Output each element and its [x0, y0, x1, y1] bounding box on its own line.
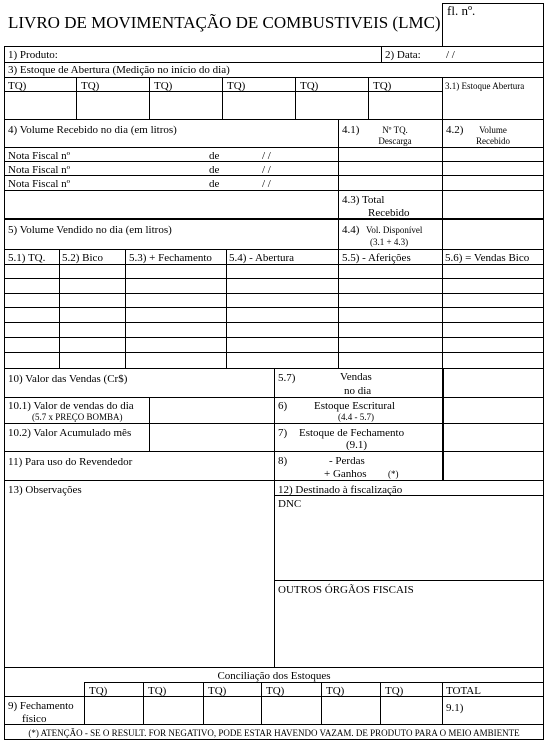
nota-fiscal-slashes: / / [262, 164, 271, 176]
c6-num: 6) [278, 400, 288, 412]
c57-l1: Vendas [340, 371, 372, 383]
c7-l2: (9.1) [346, 439, 368, 451]
perdas-ganhos-value[interactable] [442, 451, 544, 481]
fechamento-l2: físico [22, 713, 47, 725]
estoque-escritural-value[interactable] [442, 397, 544, 424]
volume-recebido-title: 4) Volume Recebido no dia (em litros) [8, 124, 177, 136]
data-label: 2) Data: [385, 49, 421, 61]
tq-label: TQ) [227, 80, 246, 92]
nota-fiscal-de: de [209, 178, 220, 190]
uso-revendedor-label: 11) Para uso do Revendedor [8, 456, 133, 468]
conc-tq: TQ) [326, 685, 345, 697]
c44-l2: (3.1 + 4.3) [370, 237, 409, 247]
sales-header-tq: 5.1) TQ. [8, 252, 46, 264]
c7-num: 7) [278, 427, 288, 439]
conc-tq: TQ) [208, 685, 227, 697]
c57-num: 5.7) [278, 372, 296, 384]
fechamento-l1: 9) Fechamento [8, 700, 74, 712]
conc-tq: TQ) [89, 685, 108, 697]
outros-label: OUTROS ÓRGÃOS FISCAIS [278, 584, 414, 596]
nota-fiscal-slashes: / / [262, 150, 271, 162]
c43-l1: 4.3) Total [342, 194, 385, 206]
c41-l2: Descarga [378, 136, 412, 146]
tq-label: TQ) [300, 80, 319, 92]
conc-tq: TQ) [385, 685, 404, 697]
tq-label: TQ) [81, 80, 100, 92]
conc-total: TOTAL [446, 685, 481, 697]
nota-fiscal-row[interactable] [4, 147, 544, 162]
nota-fiscal-de: de [209, 150, 220, 162]
nota-fiscal-label: Nota Fiscal nº [8, 164, 71, 176]
c8-l1: - Perdas [329, 455, 365, 467]
conc-91: 9.1) [446, 702, 464, 714]
conc-tq: TQ) [148, 685, 167, 697]
sheet-number-label: fl. nº. [447, 3, 476, 18]
c42-l2: Recebido [476, 136, 510, 146]
valor-dia-label: 10.1) Valor de vendas do dia [8, 400, 134, 412]
sales-row[interactable] [4, 352, 544, 369]
vendas-dia-value[interactable] [442, 368, 544, 398]
page-title: LIVRO DE MOVIMENTAÇÃO DE COMBUSTIVEIS (LMC) [8, 13, 441, 32]
nota-fiscal-label: Nota Fiscal nº [8, 150, 71, 162]
sales-header-bico: 5.2) Bico [62, 252, 103, 264]
nota-fiscal-row[interactable] [4, 161, 544, 176]
valor-dia-sub: (5.7 x PREÇO BOMBA) [32, 412, 123, 422]
valor-vendas-label: 10) Valor das Vendas (Cr$) [8, 373, 128, 385]
dnc-label: DNC [278, 498, 302, 510]
c44-l1: Vol. Disponível [366, 225, 423, 235]
c41-num: 4.1) [342, 124, 360, 136]
c8-mark: (*) [388, 469, 399, 479]
tq-label: TQ) [8, 80, 27, 92]
dnc-box[interactable] [274, 495, 544, 581]
sales-header-fechamento: 5.3) + Fechamento [129, 252, 212, 264]
produto-field[interactable] [4, 46, 382, 63]
footer-note: (*) ATENÇÃO - SE O RESULT. FOR NEGATIVO, PODE ESTAR HAVENDO VAZAM. DE PRODUTO PARA O MEIO AMBIENTE [28, 728, 520, 738]
sales-row[interactable] [4, 322, 544, 338]
conc-tq: TQ) [266, 685, 285, 697]
c6-l2: (4.4 - 5.7) [338, 412, 374, 422]
vol-disponivel-cell[interactable] [442, 219, 544, 250]
observacoes-box[interactable] [4, 480, 275, 668]
c57-l2: no dia [344, 385, 372, 397]
nota-fiscal-label: Nota Fiscal nº [8, 178, 71, 190]
c8-l2: + Ganhos [324, 468, 367, 480]
sales-row[interactable] [4, 293, 544, 308]
fiscalizacao-label: 12) Destinado à fiscalização [278, 484, 403, 496]
data-slashes: / / [446, 49, 455, 61]
produto-label: 1) Produto: [8, 49, 58, 61]
sales-header-vendas-bico: 5.6) = Vendas Bico [445, 252, 530, 264]
nota-fiscal-de: de [209, 164, 220, 176]
c43-l2: Recebido [368, 207, 410, 219]
conciliacao-title: Conciliação dos Estoques [217, 670, 331, 682]
sales-row[interactable] [4, 264, 544, 279]
c42-l1: Volume [479, 125, 507, 135]
c8-num: 8) [278, 455, 288, 467]
estoque-fechamento-value[interactable] [442, 423, 544, 452]
observacoes-label: 13) Observações [8, 484, 82, 496]
tq-label: TQ) [373, 80, 392, 92]
volume-vendido-title: 5) Volume Vendido no dia (em litros) [8, 224, 172, 236]
c7-l1: Estoque de Fechamento [299, 427, 405, 439]
tq-label: TQ) [154, 80, 173, 92]
nota-fiscal-row[interactable] [4, 175, 544, 191]
estoque-abertura-title: 3) Estoque de Abertura (Medição no início do dia) [8, 64, 230, 76]
c44-num: 4.4) [342, 224, 360, 236]
nota-fiscal-slashes: / / [262, 178, 271, 190]
sales-header-abertura: 5.4) - Abertura [229, 252, 295, 264]
c42-num: 4.2) [446, 124, 464, 136]
c41-l1: Nº TQ. [382, 125, 408, 135]
estoque-abertura-total-label: 3.1) Estoque Abertura [445, 81, 525, 91]
valor-acumulado-label: 10.2) Valor Acumulado mês [8, 427, 132, 439]
sales-header-afericoes: 5.5) - Aferições [342, 252, 411, 264]
c6-l1: Estoque Escritural [314, 400, 395, 412]
